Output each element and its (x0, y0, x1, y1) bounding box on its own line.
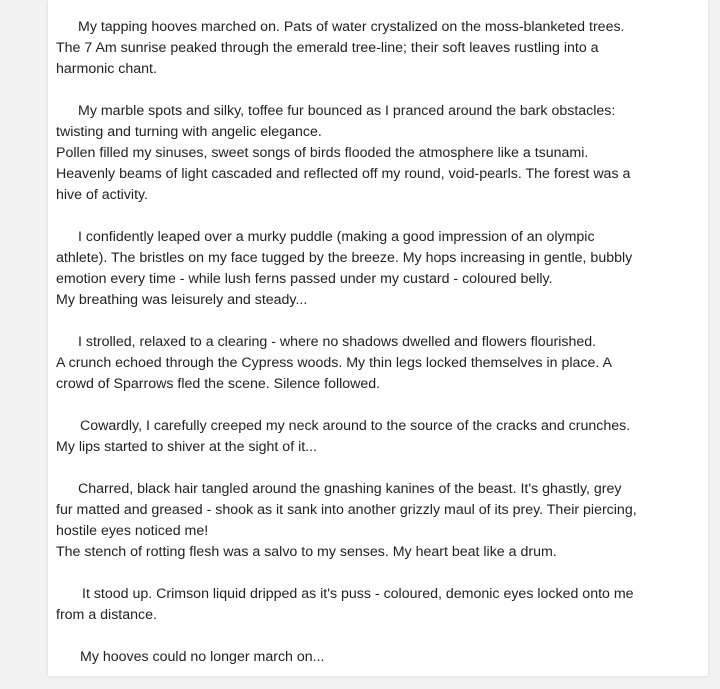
text-line: Pollen filled my sinuses, sweet songs of birds flooded the atmosphere like a tsunami. (56, 145, 589, 161)
paragraph-2 (56, 101, 706, 206)
paragraph-7 (56, 584, 706, 626)
document-page (48, 0, 708, 676)
text-line: My tapping hooves marched on. Pats of water crystalized on the moss-blanketed trees. (78, 19, 625, 35)
text-line: I strolled, relaxed to a clearing - where no shadows dwelled and flowers flourished. (78, 334, 597, 350)
text-line: My hooves could no longer march on... (80, 649, 325, 665)
text-line: crowd of Sparrows fled the scene. Silence followed. (56, 376, 381, 392)
paragraph-1 (56, 17, 706, 80)
text-line: A crunch echoed through the Cypress woods. My thin legs locked themselves in place. A (56, 355, 612, 371)
paragraph-3 (56, 227, 706, 311)
text-line: fur matted and greased - shook as it sank into another grizzly maul of its prey. Their piercing, (56, 502, 637, 518)
text-line: The 7 Am sunrise peaked through the emerald tree-line; their soft leaves rustling into a (56, 40, 599, 56)
text-line: Cowardly, I carefully creeped my neck around to the source of the cracks and crunches. (80, 418, 631, 434)
text-line: My breathing was leisurely and steady... (56, 292, 308, 308)
text-line: from a distance. (56, 607, 157, 623)
text-line: emotion every time - while lush ferns passed under my custard - coloured belly. (56, 271, 553, 287)
text-line: athlete). The bristles on my face tugged by the breeze. My hops increasing in gentle, bubbly (56, 250, 633, 266)
story-text (56, 17, 706, 689)
text-line: hive of activity. (56, 187, 148, 203)
text-line: harmonic chant. (56, 61, 157, 77)
text-line: hostile eyes noticed me! (56, 523, 209, 539)
text-line: My marble spots and silky, toffee fur bounced as I pranced around the bark obstacles: (78, 103, 616, 119)
paragraph-4 (56, 332, 706, 395)
text-line: My lips started to shiver at the sight of it... (56, 439, 318, 455)
paragraph-8 (56, 647, 706, 668)
text-line: Charred, black hair tangled around the gnashing kanines of the beast. It's ghastly, grey (78, 481, 622, 497)
text-line: The stench of rotting flesh was a salvo to my senses. My heart beat like a drum. (56, 544, 557, 560)
text-line: I confidently leaped over a murky puddle (making a good impression of an olympic (78, 229, 595, 245)
paragraph-5 (56, 416, 706, 458)
text-line: It stood up. Crimson liquid dripped as it's puss - coloured, demonic eyes locked onto me (82, 586, 634, 602)
text-line: Heavenly beams of light cascaded and reflected off my round, void-pearls. The forest was a (56, 166, 631, 182)
text-line: twisting and turning with angelic elegance. (56, 124, 322, 140)
paragraph-6 (56, 479, 706, 563)
